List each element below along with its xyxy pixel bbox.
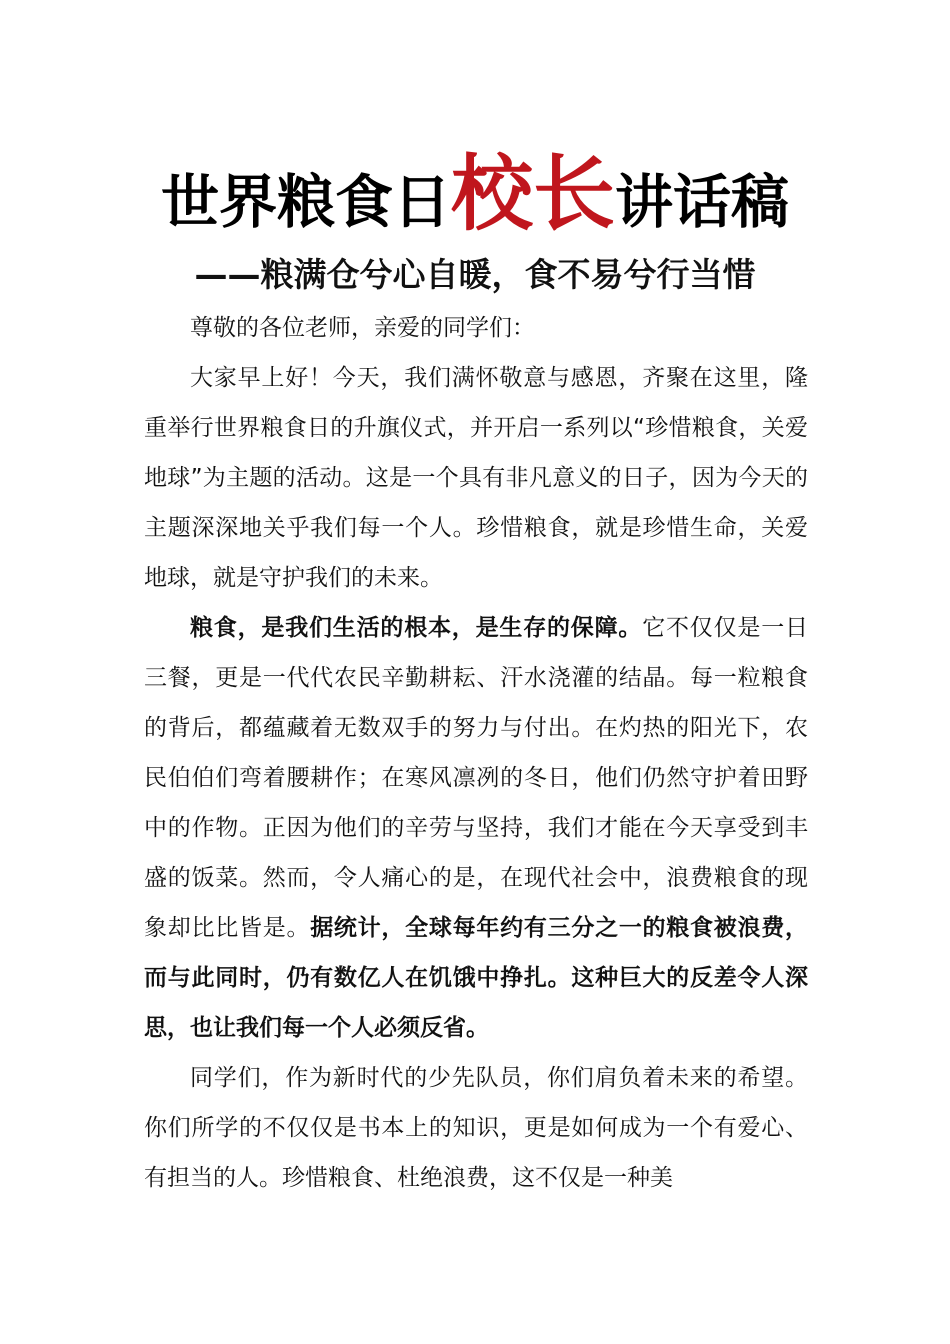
- title-highlight: 校长: [450, 147, 615, 242]
- paragraph-2-bold-tail: 据统计，全球每年约有三分之一的粮食被浪费，而与此同时，仍有数亿人在饥饿中挣扎。这种巨大的反差令人深思，也让我们每一个人必须反省。: [144, 915, 809, 1041]
- paragraph-3: 同学们，作为新时代的少先队员，你们肩负着未来的希望。你们所学的不仅仅是书本上的知识，更是如何成为一个有爱心、有担当的人。珍惜粮食、杜绝浪费，这不仅是一种美: [144, 1065, 808, 1191]
- paragraph-2: [144, 603, 808, 1053]
- document-title: [0, 140, 950, 250]
- paragraph-2-bold-lead: 粮食，是我们生活的根本，是生存的保障。: [190, 615, 643, 641]
- paragraph-1: 大家早上好！今天，我们满怀敬意与感恩，齐聚在这里，隆重举行世界粮食日的升旗仪式，并开启一系列以“珍惜粮食，关爱地球”为主题的活动。这是一个具有非凡意义的日子，因为今天的主题深深地关乎我们每一个人。珍惜粮食，就是珍惜生命，关爱地球，就是守护我们的未来。: [144, 365, 808, 591]
- title-part-3: 讲话稿: [615, 168, 790, 236]
- title-part-1: 世界粮食日: [160, 168, 451, 236]
- greeting: 尊敬的各位老师，亲爱的同学们：: [190, 315, 535, 341]
- document-body: [144, 303, 808, 1203]
- paragraph-2-text: 它不仅仅是一日三餐，更是一代代农民辛勤耕耘、汗水浇灌的结晶。每一粒粮食的背后，都蕴藏着无数双手的努力与付出。在灼热的阳光下，农民伯伯们弯着腰耕作；在寒风凛冽的冬日，他们仍然守护着田野中的作物。正因为他们的辛劳与坚持，我们才能在今天享受到丰盛的饭菜。然而，令人痛心的是，在现代社会中，浪费粮食的现象却比比皆是。: [144, 615, 809, 941]
- document-subtitle: ——粮满仓兮心自暖，食不易兮行当惜: [194, 255, 756, 294]
